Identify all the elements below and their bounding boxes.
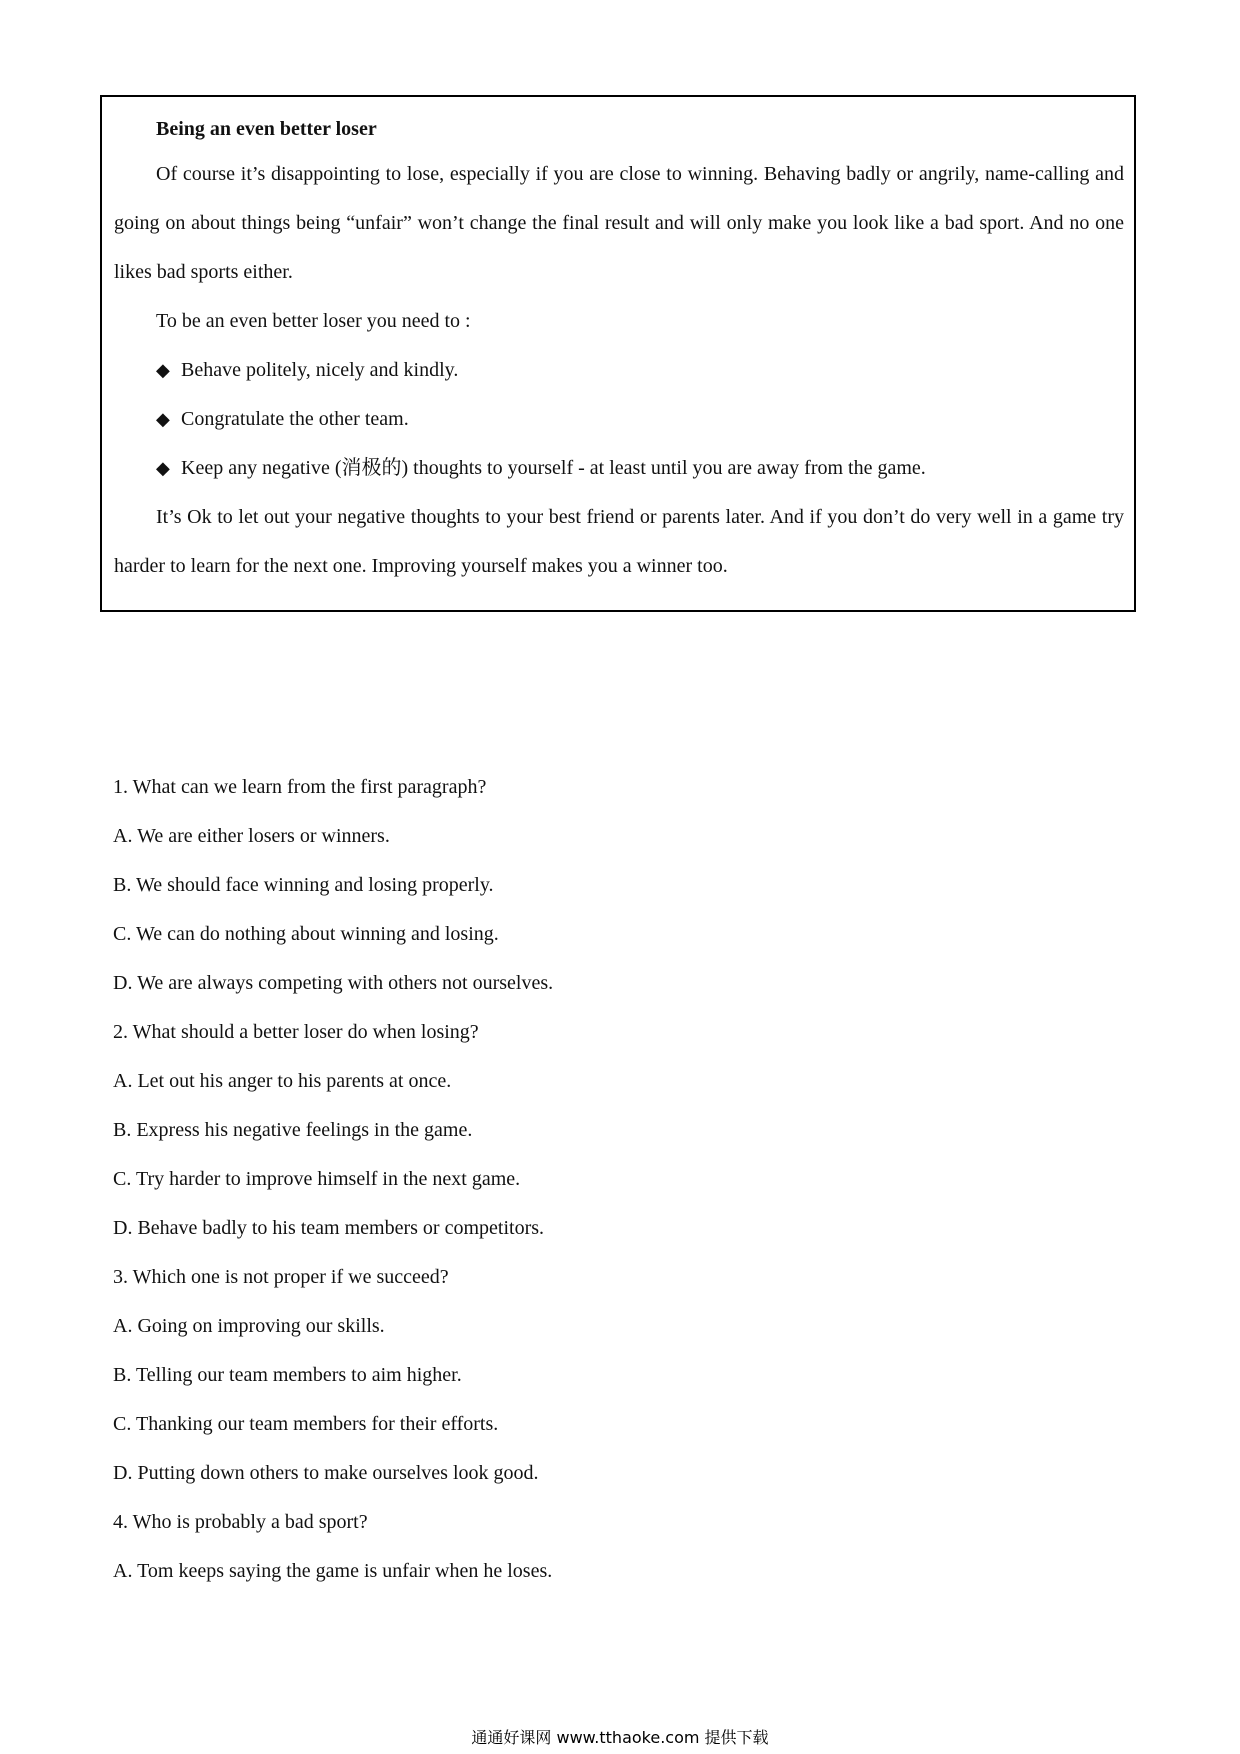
bullet-item xyxy=(156,346,1124,395)
bullet-text: Keep any negative (消极的) thoughts to yourself - at least until you are away from the game. xyxy=(181,457,926,479)
answer-option: B. We should face winning and losing properly. xyxy=(113,874,494,896)
passage-paragraph-1: Of course it’s disappointing to lose, especially if you are close to winning. Behaving badly or angrily, name-calling and going on about things being “unfair” won’t change the final result and will only make you look like a bad sport. And no one likes bad sports either. xyxy=(114,163,1124,283)
passage-title: Being an even better loser xyxy=(156,118,377,140)
page-footer: 通通好课网 www.tthaoke.com 提供下载 xyxy=(471,1728,769,1747)
passage-paragraph-last: It’s Ok to let out your negative thoughts to your best friend or parents later. And if you don’t do very well in a game try harder to learn for the next one. Improving yourself makes you a winner too. xyxy=(114,506,1124,577)
answer-option: A. We are either losers or winners. xyxy=(113,825,390,847)
answer-option: C. We can do nothing about winning and losing. xyxy=(113,923,499,945)
bullet-text: Congratulate the other team. xyxy=(181,408,409,430)
answer-option: B. Express his negative feelings in the game. xyxy=(113,1119,473,1141)
passage-intro: To be an even better loser you need to : xyxy=(156,310,471,332)
bullet-item xyxy=(156,444,1124,493)
answer-option: A. Tom keeps saying the game is unfair when he loses. xyxy=(113,1560,553,1582)
answer-option: A. Going on improving our skills. xyxy=(113,1315,385,1337)
diamond-bullet-icon: ◆ xyxy=(156,360,170,381)
diamond-bullet-icon: ◆ xyxy=(156,409,170,430)
answer-option: C. Try harder to improve himself in the next game. xyxy=(113,1168,521,1190)
answer-option: B. Telling our team members to aim higher. xyxy=(113,1364,462,1386)
diamond-bullet-icon: ◆ xyxy=(156,458,170,479)
bullet-text: Behave politely, nicely and kindly. xyxy=(181,359,459,381)
reading-passage-box xyxy=(100,95,1136,612)
question-stem: 2. What should a better loser do when losing? xyxy=(113,1021,479,1043)
answer-option: A. Let out his anger to his parents at once. xyxy=(113,1070,452,1092)
question-stem: 3. Which one is not proper if we succeed? xyxy=(113,1266,449,1288)
question-stem: 4. Who is probably a bad sport? xyxy=(113,1511,368,1533)
questions-section xyxy=(113,763,1113,1596)
answer-option: D. Behave badly to his team members or competitors. xyxy=(113,1217,545,1239)
bullet-item xyxy=(156,395,1124,444)
answer-option: C. Thanking our team members for their efforts. xyxy=(113,1413,499,1435)
answer-option: D. Putting down others to make ourselves look good. xyxy=(113,1462,539,1484)
question-stem: 1. What can we learn from the first paragraph? xyxy=(113,776,487,798)
answer-option: D. We are always competing with others not ourselves. xyxy=(113,972,554,994)
